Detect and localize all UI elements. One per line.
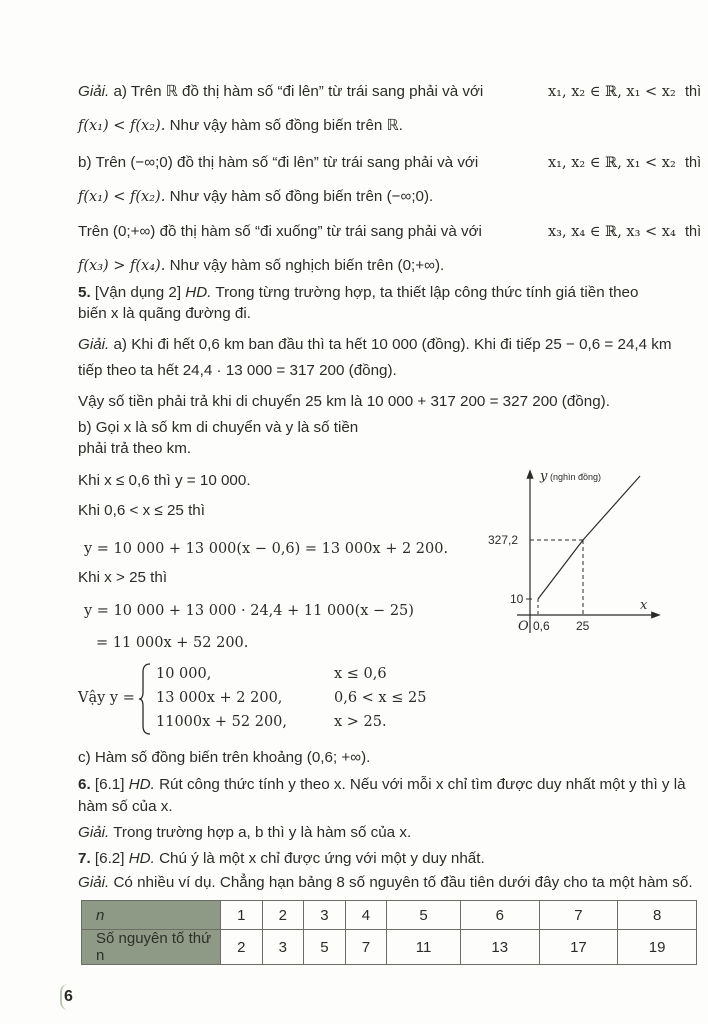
sec7-giai-text: Có nhiều ví dụ. Chẳng hạn bảng 8 số nguyên tố đầu tiên dưới đây cho ta một hàm số. — [113, 874, 693, 891]
table-cell: 13 — [460, 930, 539, 965]
sec5-hd-text: Trong từng trường hợp, ta thiết lập công thức tính giá tiền theo — [215, 284, 639, 301]
table-cell: 2 — [262, 901, 304, 930]
sec4-b-cond: x₁, x₂ ∈ ℝ, x₁ < x₂ thì — [548, 155, 702, 171]
page-number: 6 — [64, 988, 73, 1005]
sec5-heading-2 — [78, 304, 251, 324]
sec4-a-line1 — [78, 82, 483, 102]
sec5-b-line1: b) Gọi x là số km di chuyển và y là số tiền — [78, 419, 359, 436]
sec5-b-line2: phải trả theo km. — [78, 440, 192, 457]
sec4-a-line2 — [78, 116, 403, 136]
sec6-giai — [78, 823, 411, 843]
sec5-eq3b: = 11 000x + 52 200. — [96, 635, 249, 651]
origin-label: O — [518, 619, 529, 634]
b-text1: b) Trên (−∞;0) đồ thị hàm số “đi lên” từ trái sang phải và với — [78, 154, 479, 171]
sec4-a-cond: x₁, x₂ ∈ ℝ, x₁ < x₂ thì — [548, 84, 702, 100]
table-cell: 3 — [304, 901, 346, 930]
table-head-primes: Số nguyên tố thứ n — [82, 930, 221, 965]
x-tick-label-0-6: 0,6 — [533, 619, 550, 633]
table-cell: 8 — [618, 901, 697, 930]
a-ineq: f(x₁) < f(x₂). — [78, 118, 166, 134]
sec5-eq2: y = 10 000 + 13 000(x − 0,6) = 13 000x + 2 200. — [84, 541, 449, 557]
piece-expr-2: 13 000x + 2 200, — [156, 690, 283, 706]
sec7-number: 7. — [78, 850, 91, 867]
b-text2: Như vậy hàm số đồng biến trên (−∞;0). — [169, 188, 434, 205]
sec5-eq3a: y = 10 000 + 13 000 · 24,4 + 11 000(x − 25) — [84, 603, 414, 619]
sec4-c-cond: x₃, x₄ ∈ ℝ, x₃ < x₄ thì — [548, 224, 702, 240]
sec5-a-text1: a) Khi đi hết 0,6 km ban đầu thì ta hết 10 000 (đồng). Khi đi tiếp 25 − 0,6 = 24,4 km — [113, 336, 672, 353]
table-cell: 7 — [539, 901, 618, 930]
table-head-n: n — [82, 901, 221, 930]
giai-label: Giải. — [78, 336, 110, 353]
piece-expr-1: 10 000, — [156, 666, 212, 682]
y-unit-label: (nghìn đồng) — [550, 472, 602, 482]
table-row-n — [82, 901, 697, 930]
table-cell: 1 — [221, 901, 263, 930]
sec7-heading — [78, 849, 485, 869]
table-cell: 4 — [345, 901, 387, 930]
table-cell: 5 — [304, 930, 346, 965]
sec6-hd: HD. — [128, 776, 155, 793]
y-tick-label-10: 10 — [510, 592, 524, 606]
left-brace-icon — [138, 662, 152, 736]
sec5-heading — [78, 283, 638, 303]
sec7-giai — [78, 873, 693, 893]
table-cell: 6 — [460, 901, 539, 930]
table-cell: 17 — [539, 930, 618, 965]
sec5-c-line: c) Hàm số đồng biến trên khoảng (0,6; +∞). — [78, 749, 371, 766]
x-tick-label-25: 25 — [576, 619, 590, 633]
y-axis-label: y — [540, 469, 548, 484]
piecewise-label: Vậy y = — [78, 690, 135, 706]
table-cell: 19 — [618, 930, 697, 965]
piece-expr-3: 11000x + 52 200, — [156, 714, 288, 730]
sec5-case1: Khi x ≤ 0,6 thì y = 10 000. — [78, 472, 251, 489]
sec5-a-line3: Vậy số tiền phải trả khi di chuyển 25 km là 10 000 + 317 200 = 327 200 (đồng). — [78, 393, 610, 410]
giai-label: Giải. — [78, 83, 110, 100]
sec5-hd: HD. — [185, 284, 212, 301]
b-ineq: f(x₁) < f(x₂). — [78, 189, 166, 205]
segment-3 — [583, 476, 640, 540]
sec6-number: 6. — [78, 776, 91, 793]
sec5-a-line1 — [78, 335, 672, 355]
x-axis-label: x — [640, 598, 648, 613]
sec5-case3: Khi x > 25 thì — [78, 569, 168, 586]
giai-label: Giải. — [78, 824, 110, 841]
c-text1: Trên (0;+∞) đồ thị hàm số “đi xuống” từ trái sang phải và với — [78, 223, 482, 240]
c-text2: Như vậy hàm số nghịch biến trên (0;+∞). — [169, 257, 445, 274]
primes-table — [81, 900, 697, 965]
piece-cond-3: x > 25. — [334, 714, 387, 730]
sec7-tag: [6.2] — [94, 850, 125, 867]
sec4-c-line2 — [78, 256, 444, 276]
sec6-tag: [6.1] — [94, 776, 125, 793]
price-graph — [470, 460, 680, 640]
y-tick-label-327: 327,2 — [488, 533, 519, 547]
table-cell: 3 — [262, 930, 304, 965]
c-ineq: f(x₃) > f(x₄). — [78, 258, 166, 274]
table-cell: 11 — [387, 930, 461, 965]
sec5-number: 5. — [78, 284, 91, 301]
table-row-primes — [82, 930, 697, 965]
sec5-tag: [Vận dụng 2] — [94, 284, 182, 301]
a-text2: Như vậy hàm số đồng biến trên ℝ. — [169, 117, 403, 134]
table-cell: 2 — [221, 930, 263, 965]
table-cell: 7 — [345, 930, 387, 965]
segment-2 — [538, 540, 583, 599]
sec5-a-line2: tiếp theo ta hết 24,4 · 13 000 = 317 200 (đồng). — [78, 362, 397, 379]
sec5-hd-text2: biến x là quãng đường đi. — [78, 305, 251, 322]
sec4-b-line2 — [78, 187, 433, 207]
giai-label: Giải. — [78, 874, 110, 891]
sec6-heading-2: hàm số của x. — [78, 798, 173, 815]
sec4-a-text: a) Trên ℝ đồ thị hàm số “đi lên” từ trái sang phải và với — [113, 83, 484, 100]
sec5-case2: Khi 0,6 < x ≤ 25 thì — [78, 502, 205, 519]
sec7-hd: HD. — [128, 850, 155, 867]
sec6-hd-text: Rút công thức tính y theo x. Nếu với mỗi x chỉ tìm được duy nhất một y thì y là — [159, 776, 686, 793]
piece-cond-1: x ≤ 0,6 — [334, 666, 387, 682]
sec4-c-line1 — [78, 222, 482, 242]
table-cell: 5 — [387, 901, 461, 930]
sec6-heading — [78, 775, 686, 795]
sec6-giai-text: Trong trường hợp a, b thì y là hàm số của x. — [113, 824, 412, 841]
sec7-hd-text: Chú ý là một x chỉ được ứng với một y duy nhất. — [159, 850, 485, 867]
sec4-b-line1 — [78, 153, 478, 173]
piece-cond-2: 0,6 < x ≤ 25 — [334, 690, 427, 706]
